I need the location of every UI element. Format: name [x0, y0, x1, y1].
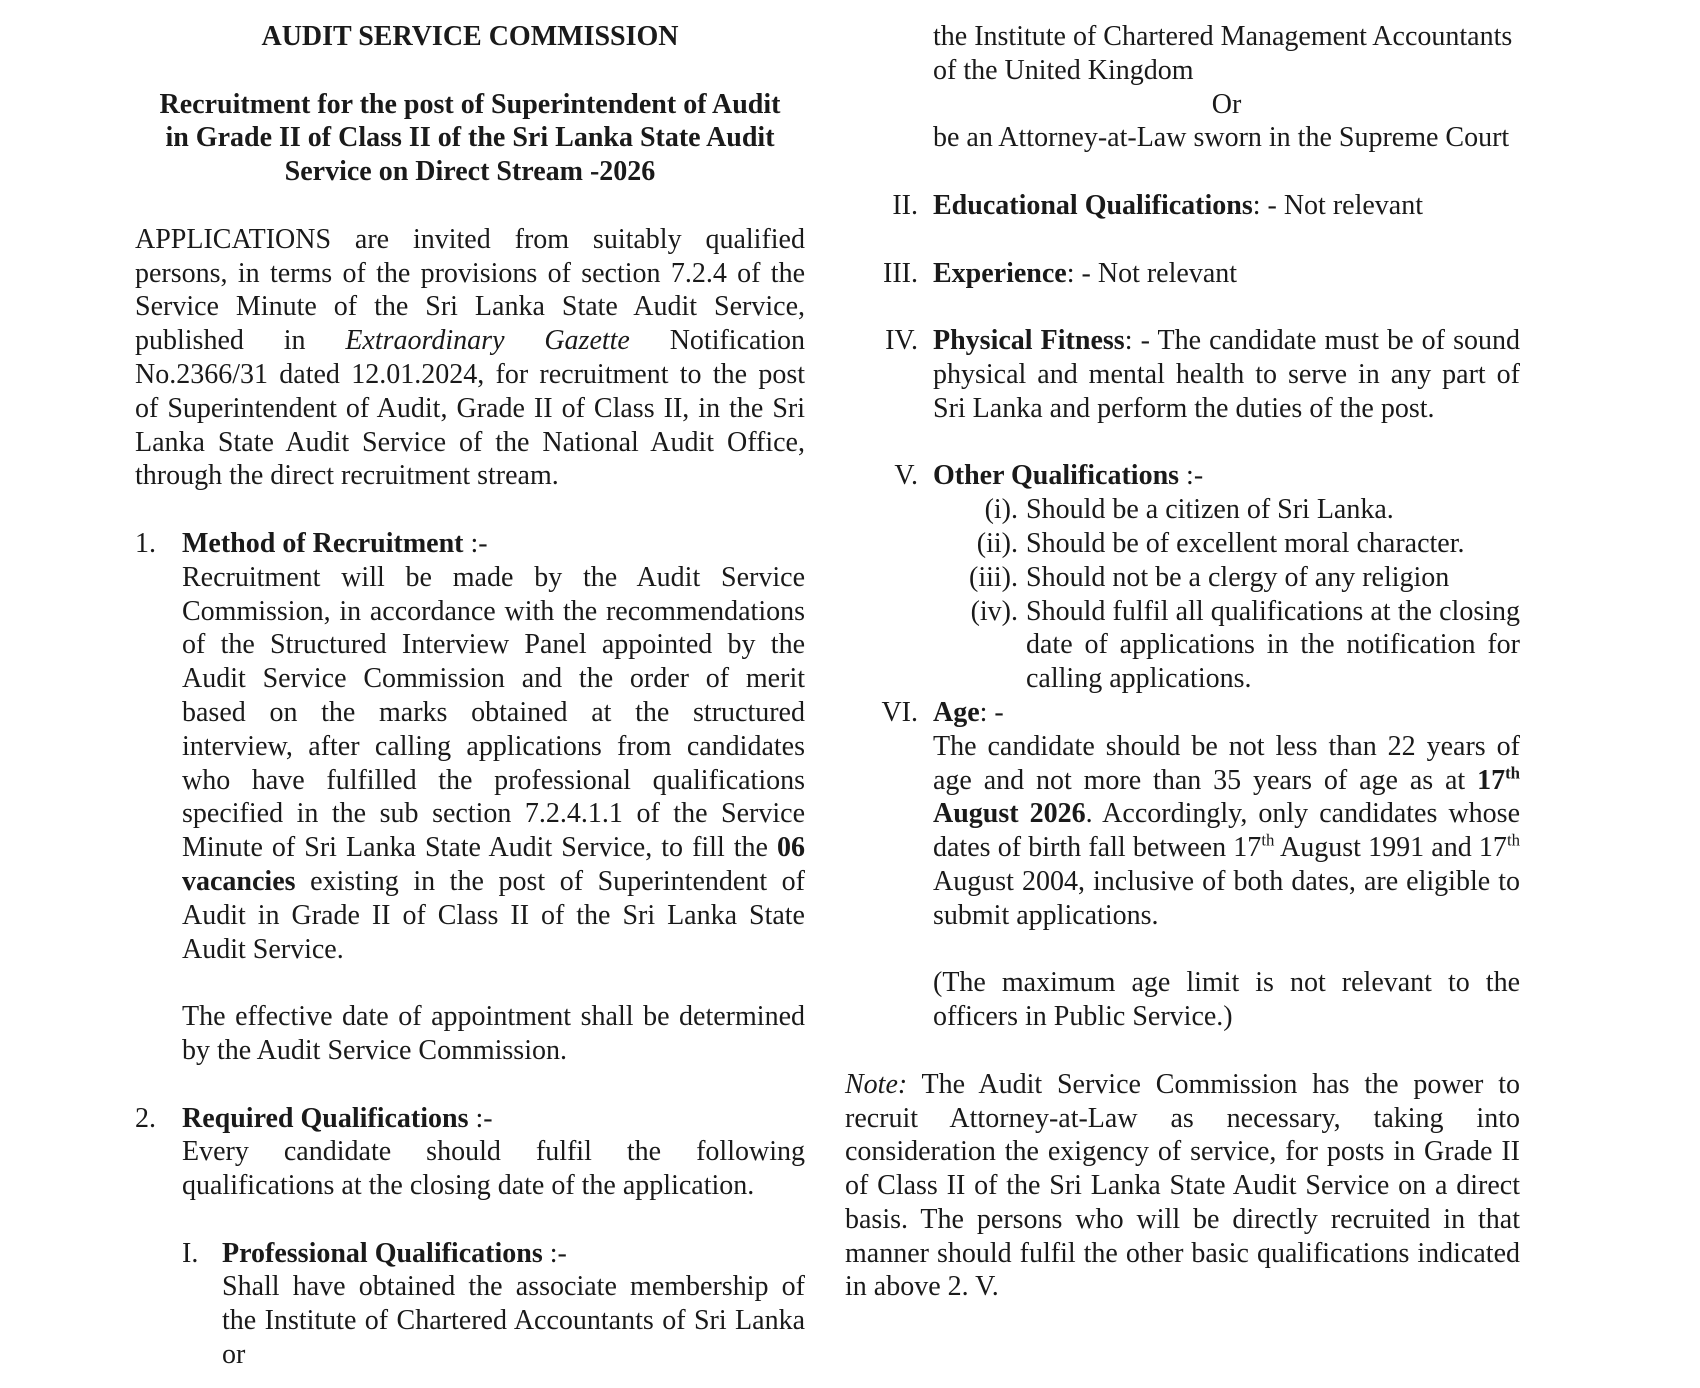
list-item [933, 561, 1520, 595]
subsection-value: : - Not relevant [1066, 257, 1238, 289]
heading-suffix: : - [1124, 325, 1158, 357]
note-text: The Audit Service Commission has the power to recruit Attorney-at-Law as necessary, taking into consideration the exigency of service, for posts in Grade II of Class II of the Sri Lanka State Audit Service on a direct basis. The persons who will be directly recruited in that manner should fulfil the other basic qualifications indicated in above 2. V. [845, 1068, 1520, 1303]
intro-text: Notification No.2366/31 dated 12.01.2024, for recruitment to the post of Superintendent of Audit, Grade II of Class II, in the Sri Lanka State Audit Service of the National Audit Office, through the direct recruitment stream. [135, 325, 805, 492]
list-item [933, 527, 1520, 561]
subsection-number: VI. [881, 696, 918, 728]
subsection-body: The candidate must be of sound physical and mental health to serve in any part of Sri Lanka and perform the duties of the post. [933, 325, 1520, 424]
subsection-number: I. [182, 1237, 199, 1269]
notice-subtitle [135, 88, 805, 189]
body-text: August 1991 and 17 [1274, 832, 1507, 864]
vacancies-count: 06 vacancies [182, 832, 805, 897]
left-column [135, 20, 805, 1372]
heading-suffix: :- [468, 1102, 493, 1134]
age-limit-note: (The maximum age limit is not relevant to the officers in Public Service.) [933, 967, 1520, 1033]
section-number: 1. [135, 527, 156, 559]
subsection-number: III. [883, 257, 918, 289]
subsection-age [845, 696, 1520, 1034]
intro-paragraph [135, 223, 805, 493]
body-text: August 2004, inclusive of both dates, are eligible to submit applications. [933, 865, 1520, 931]
body-text: Recruitment will be made by the Audit Service Commission, in accordance with the recommendations of the Structured Interview Panel appointed by the Audit Service Commission and the order of merit based on the marks obtained at the structured interview, after calling applications from candidates who have fulfilled the professional qualifications specified in the sub section 7.2.4.1.1 of the Service Minute of Sri Lanka State Audit Service, to fill the [182, 561, 805, 864]
section-required-qualifications [135, 1102, 805, 1372]
intro-gazette-italic: Extraordinary Gazette [345, 325, 630, 357]
heading-suffix: :- [463, 527, 488, 559]
page-title: AUDIT SERVICE COMMISSION [261, 21, 679, 52]
date-suffix: th [1505, 763, 1520, 783]
subsection-experience [845, 257, 1520, 291]
subtitle-line: in Grade II of Class II of the Sri Lanka State Audit [165, 122, 775, 154]
body-text: existing in the post of Superintendent of Audit in Grade II of Class II of the Sri Lanka State Audit Service. [182, 865, 805, 965]
subsection-heading: Educational Qualifications [933, 189, 1253, 221]
subsection-professional-qualifications [182, 1237, 805, 1372]
subsection-heading: Age [933, 696, 980, 728]
body-text: The candidate should be not less than 22 years of age and not more than 35 years of age as at [933, 730, 1520, 796]
date-suffix: th [1261, 830, 1275, 850]
section-method-of-recruitment [135, 527, 805, 1068]
subsection-heading: Professional Qualifications [222, 1237, 543, 1269]
effective-date-paragraph: The effective date of appointment shall be determined by the Audit Service Commission. [182, 1001, 805, 1066]
section-body [182, 561, 805, 967]
list-item-number: (iii). [969, 561, 1018, 593]
note-label: Note: [845, 1068, 908, 1100]
date-day: 17 [1477, 764, 1506, 796]
subsection-educational-qualifications [845, 189, 1520, 223]
list-item-text: Should not be a clergy of any religion [1026, 561, 1450, 593]
section-body: Every candidate should fulfil the following qualifications at the closing date of the application. [182, 1136, 805, 1202]
intro-text: APPLICATIONS are invited from suitably qualified persons, in terms of the provisions of section 7.2.4 of the Service Minute of the Sri Lanka State Audit Service, published in [135, 223, 805, 357]
continued-line: the Institute of Chartered Management Accountants [933, 21, 1513, 52]
subtitle-line: Service on Direct Stream -2026 [284, 156, 656, 188]
list-item-number: (iv). [970, 595, 1018, 627]
heading-suffix: :- [542, 1237, 567, 1269]
attorney-line: be an Attorney-at-Law sworn in the Supreme Court [933, 122, 1510, 154]
section-heading: Required Qualifications [182, 1102, 469, 1134]
subsection-number: V. [894, 460, 918, 492]
note-paragraph [845, 1068, 1520, 1305]
subsection-number: II. [892, 189, 918, 221]
professional-qualifications-continued [845, 20, 1520, 155]
date-month-year: August 2026 [933, 798, 1086, 830]
list-item-number: (ii). [976, 527, 1018, 559]
continued-line: of the United Kingdom [933, 54, 1194, 86]
list-item-text: Should fulfil all qualifications at the closing date of applications in the notification for calling applications. [1026, 595, 1520, 695]
or-separator: Or [1211, 88, 1242, 120]
subsection-body: Shall have obtained the associate membership of the Institute of Chartered Accountants of Sri Lanka or [222, 1271, 805, 1371]
subsection-number: IV. [885, 325, 918, 357]
list-item [933, 595, 1520, 696]
date-suffix: th [1506, 830, 1520, 850]
heading-suffix: :- [1179, 460, 1204, 492]
subsection-heading: Physical Fitness [933, 325, 1125, 357]
subsection-value: : - Not relevant [1252, 189, 1423, 221]
age-paragraph [933, 730, 1520, 933]
subtitle-line: Recruitment for the post of Superintendent of Audit [159, 88, 781, 120]
section-heading: Method of Recruitment [182, 527, 464, 559]
heading-suffix: : - [979, 696, 1004, 728]
list-item-text: Should be a citizen of Sri Lanka. [1026, 494, 1394, 526]
subsection-physical-fitness [845, 324, 1520, 425]
list-item [933, 493, 1520, 527]
section-number: 2. [135, 1102, 156, 1134]
subsection-heading: Experience [933, 257, 1067, 289]
subsection-heading: Other Qualifications [933, 460, 1180, 492]
list-item-text: Should be of excellent moral character. [1026, 527, 1465, 559]
list-item-number: (i). [984, 494, 1018, 526]
subsection-other-qualifications [845, 459, 1520, 696]
body-text: . Accordingly, only candidates whose dates of birth fall between 17 [933, 798, 1520, 864]
right-column [845, 20, 1520, 1304]
